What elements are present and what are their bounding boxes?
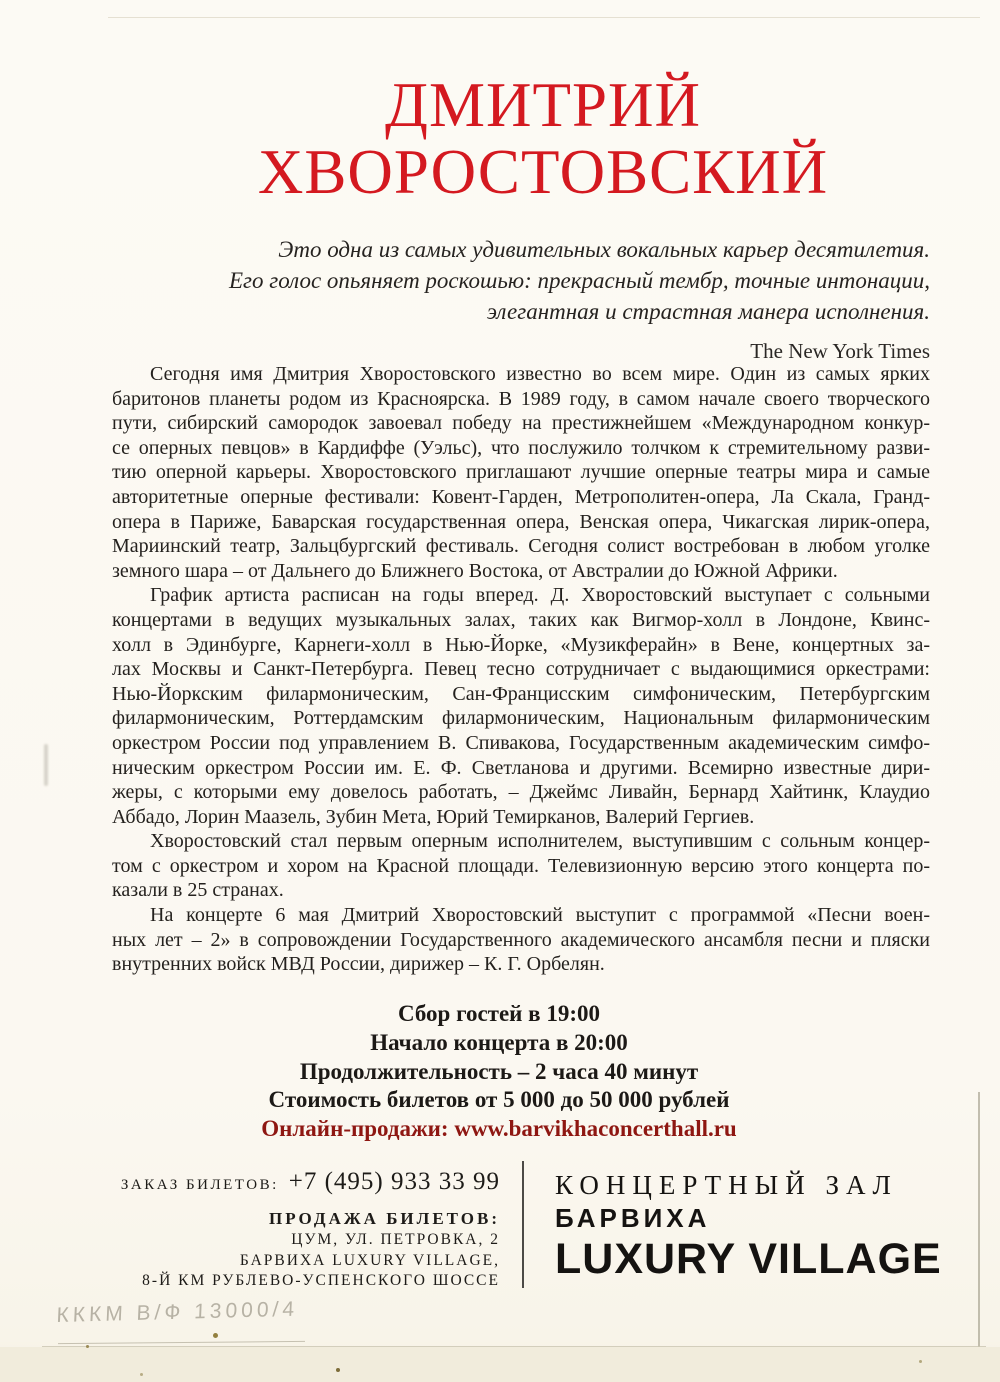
paper-speck (336, 1368, 340, 1372)
paper-speck (86, 1345, 89, 1348)
guests-time: Сбор гостей в 19:00 (397, 1001, 601, 1026)
sales-address-line: БАРВИХА LUXURY VILLAGE, (239, 1251, 500, 1269)
biography-line: пути, сибирский самородок завоевал победу на престижнейшем «Международном конкур- (112, 412, 930, 435)
event-details (112, 1000, 930, 1144)
biography-line: жеры, с которыми ему довелось работать, – Джеймс Ливайн, Бернард Хайтинк, Клаудио (112, 781, 930, 804)
footer-divider-line (522, 1161, 524, 1288)
biography-line: Нью-Йоркским филармоническим, Сан-Францисским симфоническим, Петербургским (112, 682, 930, 705)
biography-line: ническим оркестром России им. Е. Ф. Светланова и другими. Всемирно известные дири- (112, 756, 930, 779)
artist-title-line2: ХВОРОСТОВСКИЙ (257, 137, 829, 207)
paper-speck (213, 1333, 218, 1338)
ticket-price: Стоимость билетов от 5 000 до 50 000 рублей (268, 1087, 730, 1113)
handwritten-inventory-mark: КККМ В/Ф 13000/4 (56, 1297, 299, 1327)
biography-line: се оперных певцов» в Кардиффе (Уэльс), что послужило толчком к стремительному разви- (112, 436, 930, 459)
scan-smudge (44, 744, 48, 786)
scan-edge-line-right (978, 1092, 980, 1348)
biography-line: авторитетные оперные фестивали: Ковент-Гарден, Метрополитен-опера, Ла Скала, Гранд- (112, 485, 930, 508)
biography-line: баритонов планеты родом из Красноярска. В 1989 году, в самом начале своего творческого (112, 387, 930, 410)
scan-edge-line-top (108, 17, 980, 18)
sales-label: ПРОДАЖА БИЛЕТОВ: (269, 1209, 500, 1228)
biography-line: филармоническим, Роттердамским филармоническим, Национальным филармоническим (112, 707, 930, 730)
biography-line: земного шара – от Дальнего до Ближнего Востока, от Австралии до Южной Африки. (112, 559, 838, 582)
handwritten-underline (58, 1341, 305, 1344)
biography-line: холл в Эдинбурге, Карнеги-холл в Нью-Йорке, «Музикферайн» в Вене, концертных за- (112, 633, 930, 656)
booking-phone: +7 (495) 933 33 99 (288, 1168, 500, 1195)
press-quote-attribution: The New York Times (750, 339, 930, 363)
biography-line: Хворостовский стал первым оперным исполнителем, выступившим с сольным концер- (150, 830, 930, 853)
venue-hall-label: КОНЦЕРТНЫЙ ЗАЛ (555, 1170, 898, 1200)
biography-line: казали в 25 странах. (112, 879, 284, 902)
biography-line: опера в Париже, Баварская государственная опера, Венская опера, Чикагская лирик-опера, (112, 510, 930, 533)
paper-speck (919, 1360, 922, 1363)
artist-title-line1: ДМИТРИЙ (384, 70, 701, 140)
online-sales-url: Онлайн-продажи: www.barvikhaconcerthall.ru (261, 1116, 737, 1142)
biography-line: ных лет – 2» в сопровождении Государственного академического ансамбля песни и пляски (112, 928, 930, 951)
venue-brand-name: БАРВИХА (555, 1203, 711, 1233)
ticket-info-block (60, 1168, 500, 1291)
sales-address-line: 8-Й КМ РУБЛЕВО-УСПЕНСКОГО ШОССЕ (142, 1272, 500, 1289)
biography-text (112, 362, 930, 977)
paper-speck (140, 1373, 143, 1376)
booking-line (60, 1168, 500, 1196)
biography-line: оркестром России под управлением В. Спивакова, Государственным академическим симфо- (112, 731, 930, 754)
press-quote-line: элегантная и страстная манера исполнения. (486, 299, 930, 324)
biography-line: внутренних войск МВД России, дирижер – К. Г. Орбелян. (112, 953, 605, 976)
booking-label: ЗАКАЗ БИЛЕТОВ: (120, 1177, 279, 1193)
artist-title (0, 72, 1000, 206)
venue-brand-name-latin: LUXURY VILLAGE (555, 1235, 942, 1283)
biography-line: том с оркестром и хором на Красной площади. Телевизионную версию этого концерта по- (112, 854, 930, 877)
biography-line: Сегодня имя Дмитрия Хворостовского известно во всем мире. Один из самых ярких (150, 363, 930, 385)
duration: Продолжительность – 2 часа 40 минут (299, 1058, 699, 1084)
biography-line: График артиста расписан на годы вперед. Д. Хворостовский выступает с сольными (150, 584, 930, 607)
press-quote-line: Его голос опьяняет роскошью: прекрасный тембр, точные интонации, (228, 268, 930, 293)
scan-edge-line-bottom (42, 1346, 986, 1347)
sales-address-line: ЦУМ, УЛ. ПЕТРОВКА, 2 (291, 1231, 500, 1248)
press-quote-line: Это одна из самых удивительных вокальных карьер десятилетия. (278, 237, 930, 262)
biography-line: концертами в ведущих музыкальных залах, таких как Вигмор-холл в Лондоне, Квинс- (112, 608, 930, 631)
biography-line: Аббадо, Лорин Маазель, Зубин Мета, Юрий Темирканов, Валерий Гергиев. (112, 805, 755, 828)
biography-line: лах Москвы и Санкт-Петербурга. Певец тесно сотрудничает с выдающимися оркестрами: (112, 658, 930, 681)
venue-logo (555, 1168, 942, 1283)
biography-line: тию оперной карьеры. Хворостовского приглашают лучшие оперные театры мира и самые (112, 461, 930, 484)
biography-line: Мариинский театр, Зальцбургский фестиваль. Сегодня солист востребован в любом уголке (112, 535, 930, 558)
concert-time: Начало концерта в 20:00 (370, 1029, 628, 1055)
biography-line: На концерте 6 мая Дмитрий Хворостовский выступит с программой «Песни воен- (150, 904, 930, 927)
press-quote (170, 234, 930, 367)
scan-bottom-strip (0, 1347, 1000, 1382)
